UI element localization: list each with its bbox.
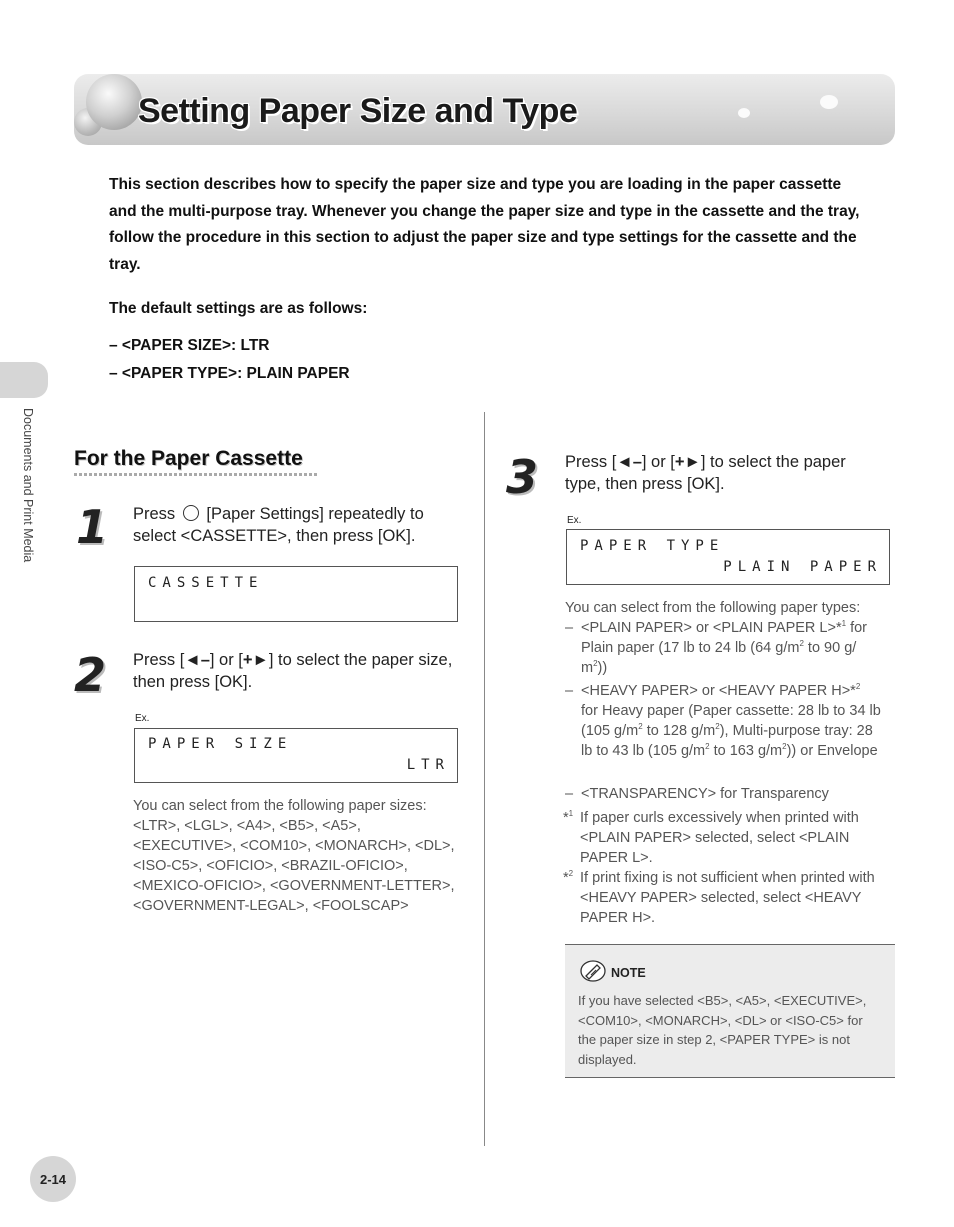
circle-icon bbox=[183, 505, 199, 521]
footnote-mark-number: 1 bbox=[568, 809, 574, 819]
note-title: NOTE bbox=[611, 966, 646, 980]
section-underline bbox=[74, 473, 318, 476]
step-3-text-before: Press [ bbox=[565, 453, 617, 471]
paper-sizes-paragraph: You can select from the following paper sizes: <LTR>, <LGL>, <A4>, <B5>, <A5>, <EXECUTIVE>, <COM10>, <MONARCH>, <DL>, <ISO-C5>, <OFICIO>, <BRAZIL-OFICIO>, <MEXICO-OFICIO>, <GOVERNMENT-LETTER>, <GOVERNMENT-LEGAL>, <FOOLSCAP> bbox=[133, 798, 455, 914]
type-heavy-item: <HEAVY PAPER> or <HEAVY PAPER H>*$^2$ for Heavy paper (Paper cassette: 28 lb to 34 lb (105 $g/m^2$ to 128 $g/m^2$), Multi-purpose tray: 28 lb to 43 lb (105 $g/m^2$ to 163 $g/m^2$)) or Envelope bbox=[581, 682, 881, 759]
type-heavy-label: <HEAVY PAPER> or <HEAVY PAPER H>* bbox=[581, 683, 856, 699]
chapter-label: Documents and Print Media bbox=[21, 408, 35, 563]
plus-right-arrow-key-icon: +► bbox=[242, 651, 269, 669]
step-3-text-after: ] to select the paper type, then press [OK]. bbox=[565, 453, 846, 493]
type-plain-label: <PLAIN PAPER> or <PLAIN PAPER L>* bbox=[581, 620, 842, 636]
footnote-2: If print fixing is not sufficient when printed with <HEAVY PAPER> selected, select <HEAVY PAPER H>. bbox=[580, 870, 875, 926]
example-label: Ex. bbox=[135, 713, 150, 724]
footnote-mark-number: 2 bbox=[568, 869, 574, 879]
type-plain-desc: for Plain paper (17 lb to 24 lb (64 g/m bbox=[581, 620, 867, 656]
footnote-1: If paper curls excessively when printed with <PLAIN PAPER> selected, select <PLAIN PAPER L>. bbox=[580, 810, 859, 866]
type-heavy-desc: to 163 g/m bbox=[709, 743, 783, 759]
step-1-text-before: Press bbox=[133, 505, 176, 523]
banner-decoration bbox=[738, 108, 750, 118]
step-2-text-after: ] to select the paper size, then press [OK]. bbox=[133, 651, 453, 691]
lcd-line-1: PAPER TYPE bbox=[580, 538, 725, 554]
paper-types-intro: You can select from the following paper types: bbox=[565, 600, 861, 616]
lcd-display bbox=[134, 566, 458, 622]
list-dash: – bbox=[565, 786, 574, 802]
step-number: 2 bbox=[74, 648, 107, 702]
type-heavy-desc: to 128 g/m bbox=[642, 723, 716, 739]
column-divider bbox=[484, 412, 485, 1146]
step-2-text bbox=[133, 649, 453, 693]
type-plain-desc: to 90 g/ m bbox=[581, 640, 857, 676]
step-1-text-after: [Paper Settings] repeatedly to select <CASSETTE>, then press [OK]. bbox=[133, 505, 424, 545]
type-heavy-desc: )) or Envelope bbox=[786, 743, 878, 759]
step-1-text bbox=[133, 503, 453, 547]
lcd-display bbox=[566, 529, 890, 585]
footnote-mark: * bbox=[563, 810, 569, 826]
step-3-text bbox=[565, 451, 885, 495]
lcd-line-1: CASSETTE bbox=[148, 575, 264, 591]
step-2-text-mid: ] or [ bbox=[209, 651, 243, 669]
banner-sphere-icon bbox=[86, 74, 142, 130]
intro-paragraph: This section describes how to specify the paper size and type you are loading in the paper cassette and the multi-purpose tray. Whenever you change the paper size and type in the cassette and the tray, follow the procedure in this section to adjust the paper size and type settings for the cassette and the tray. bbox=[109, 176, 860, 273]
footnote-mark: * bbox=[563, 870, 569, 886]
lcd-line-1: PAPER SIZE bbox=[148, 736, 293, 752]
note-text: If you have selected <B5>, <A5>, <EXECUTIVE>, <COM10>, <MONARCH>, <DL> or <ISO-C5> for the paper size in step 2, <PAPER TYPE> is not displayed. bbox=[578, 993, 867, 1067]
banner-decoration bbox=[820, 95, 838, 109]
default-paper-type: – <PAPER TYPE>: PLAIN PAPER bbox=[109, 365, 350, 382]
page-number: 2-14 bbox=[39, 1172, 67, 1187]
pencil-note-icon bbox=[580, 960, 606, 982]
step-number: 1 bbox=[76, 500, 109, 554]
step-number: 3 bbox=[506, 450, 539, 504]
left-arrow-minus-key-icon: ◄– bbox=[184, 651, 210, 669]
page-title: Setting Paper Size and Type bbox=[138, 92, 578, 130]
lcd-display bbox=[134, 728, 458, 783]
default-paper-size: – <PAPER SIZE>: LTR bbox=[109, 337, 270, 354]
type-heavy-desc: ), Multi-purpose tray: 28 lb to 43 lb (105 g/m bbox=[581, 723, 873, 759]
defaults-heading: The default settings are as follows: bbox=[109, 300, 368, 317]
list-dash: – bbox=[565, 683, 574, 699]
section-heading: For the Paper Cassette bbox=[74, 447, 303, 470]
lcd-line-2: LTR bbox=[406, 757, 450, 773]
type-heavy-desc: for Heavy paper (Paper cassette: 28 lb to 34 lb (105 g/m bbox=[581, 703, 881, 739]
type-plain-item: <PLAIN PAPER> or <PLAIN PAPER L>*$^1$ for Plain paper (17 lb to 24 lb (64 $g/m^2$ to 90 g/ $m^2$)) bbox=[581, 619, 867, 676]
plus-right-arrow-key-icon: +► bbox=[674, 453, 701, 471]
footnote-marker bbox=[563, 868, 573, 888]
chapter-tab bbox=[0, 362, 48, 398]
lcd-line-2: PLAIN PAPER bbox=[723, 559, 882, 575]
type-plain-desc: )) bbox=[597, 660, 608, 676]
example-label: Ex. bbox=[567, 515, 582, 526]
list-dash: – bbox=[565, 620, 574, 636]
left-arrow-minus-key-icon: ◄– bbox=[616, 453, 642, 471]
type-transparency-item: <TRANSPARENCY> for Transparency bbox=[581, 786, 829, 802]
step-2-text-before: Press [ bbox=[133, 651, 185, 669]
footnote-marker bbox=[563, 808, 573, 828]
step-3-text-mid: ] or [ bbox=[641, 453, 675, 471]
